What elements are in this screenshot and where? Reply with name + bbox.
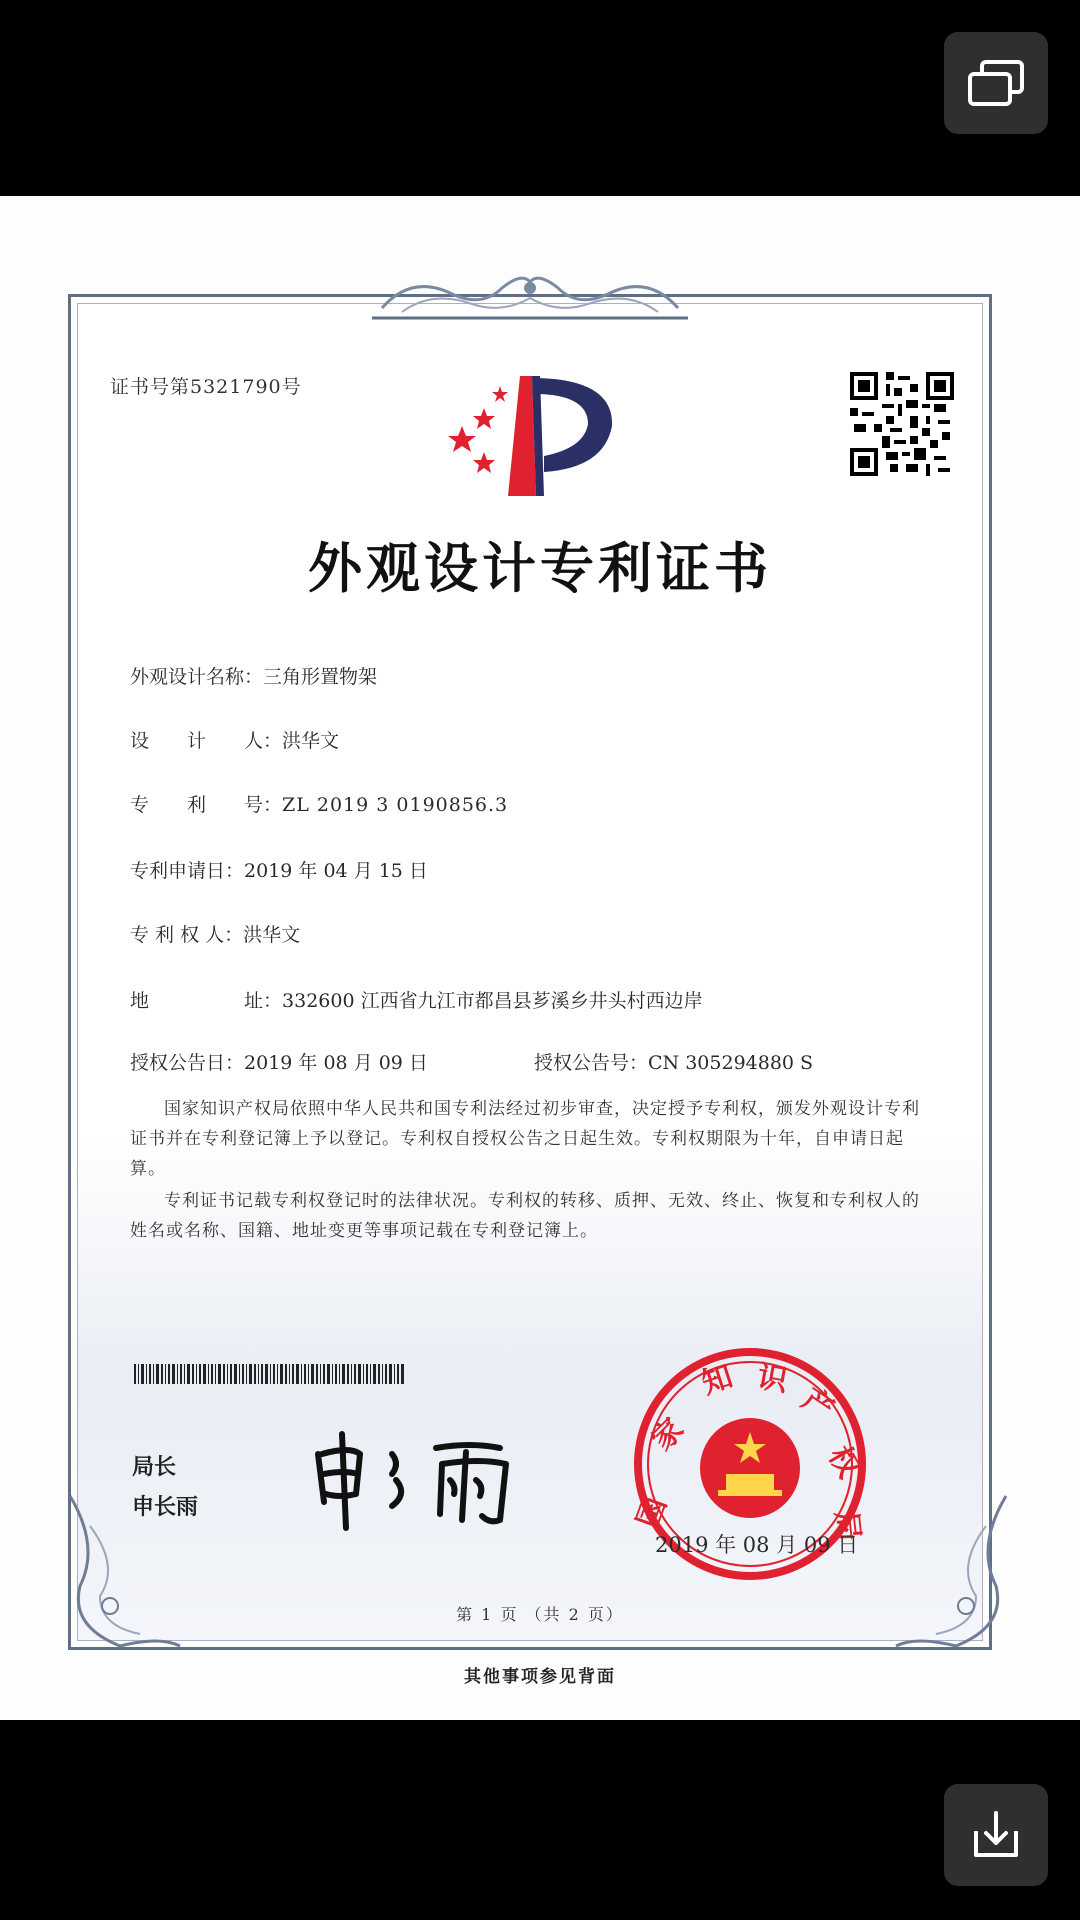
field-label: 专 利 权 人： [130, 924, 244, 946]
director-name: 申长雨 [132, 1495, 199, 1520]
certificate-title: 外观设计专利证书 [308, 537, 772, 600]
field-label: 专 利 号： [130, 794, 283, 816]
page-number: 第 1 页 （共 2 页） [456, 1605, 624, 1624]
seal-date: 2019 年 08 月 09 日 [655, 1533, 859, 1557]
qr-code [850, 372, 954, 476]
field-value: 332600 江西省九江市都昌县芗溪乡井头村西边岸 [282, 990, 703, 1012]
svg-text:知: 知 [697, 1359, 738, 1402]
footer-note: 其他事项参见背面 [464, 1667, 616, 1687]
barcode [134, 1364, 404, 1384]
field-patentee [130, 920, 300, 947]
patent-office-logo [444, 368, 620, 496]
svg-text:局: 局 [828, 1509, 866, 1543]
field-designer [130, 726, 339, 753]
svg-text:识: 识 [754, 1359, 791, 1400]
field-label: 设 计 人： [130, 730, 283, 752]
field-label: 地 址： [130, 990, 283, 1012]
field-announcement-number [534, 1048, 813, 1075]
director-title: 局长 [132, 1455, 177, 1480]
field-value: ZL 2019 3 0190856.3 [282, 794, 509, 816]
certificate-number: 证书号第5321790号 [110, 376, 302, 398]
field-value: CN 305294880 S [648, 1052, 814, 1074]
field-value: 洪华文 [243, 924, 301, 946]
field-application-date [130, 856, 428, 883]
field-value: 2019 年 04 月 15 日 [244, 860, 428, 882]
field-value: 2019 年 08 月 09 日 [244, 1052, 428, 1074]
svg-text:家: 家 [644, 1411, 691, 1458]
field-value: 洪华文 [282, 730, 340, 752]
top-ornament [372, 268, 688, 322]
field-label: 授权公告号： [534, 1052, 649, 1074]
field-grant-date [130, 1048, 428, 1075]
field-label: 专利申请日： [130, 860, 245, 882]
field-value: 三角形置物架 [263, 666, 378, 688]
download-icon [968, 1807, 1024, 1863]
legal-status-statement: 专利证书记载专利权登记时的法律状况。专利权的转移、质押、无效、终止、恢复和专利权人的姓名或名称、国籍、地址变更等事项记载在专利登记簿上。 [130, 1191, 920, 1241]
field-label: 外观设计名称： [130, 666, 264, 688]
window-copy-icon [966, 58, 1026, 108]
corner-ornament-right [886, 1486, 1016, 1656]
director-block [132, 1448, 198, 1528]
field-label: 授权公告日： [130, 1052, 245, 1074]
grant-statement: 国家知识产权局依照中华人民共和国专利法经过初步审查，决定授予专利权，颁发外观设计专利证书并在专利登记簿上予以登记。专利权自授权公告之日起生效。专利权期限为十年，自申请日起算。 [130, 1099, 920, 1179]
svg-text:国: 国 [630, 1492, 674, 1533]
field-address [130, 986, 703, 1013]
svg-text:权: 权 [821, 1440, 867, 1484]
window-copy-button[interactable] [944, 32, 1048, 134]
svg-text:产: 产 [795, 1381, 840, 1428]
director-signature [300, 1424, 540, 1534]
field-patent-number [130, 790, 508, 817]
certificate-photo[interactable] [0, 196, 1080, 1720]
field-design-name [130, 662, 377, 689]
download-button[interactable] [944, 1784, 1048, 1886]
